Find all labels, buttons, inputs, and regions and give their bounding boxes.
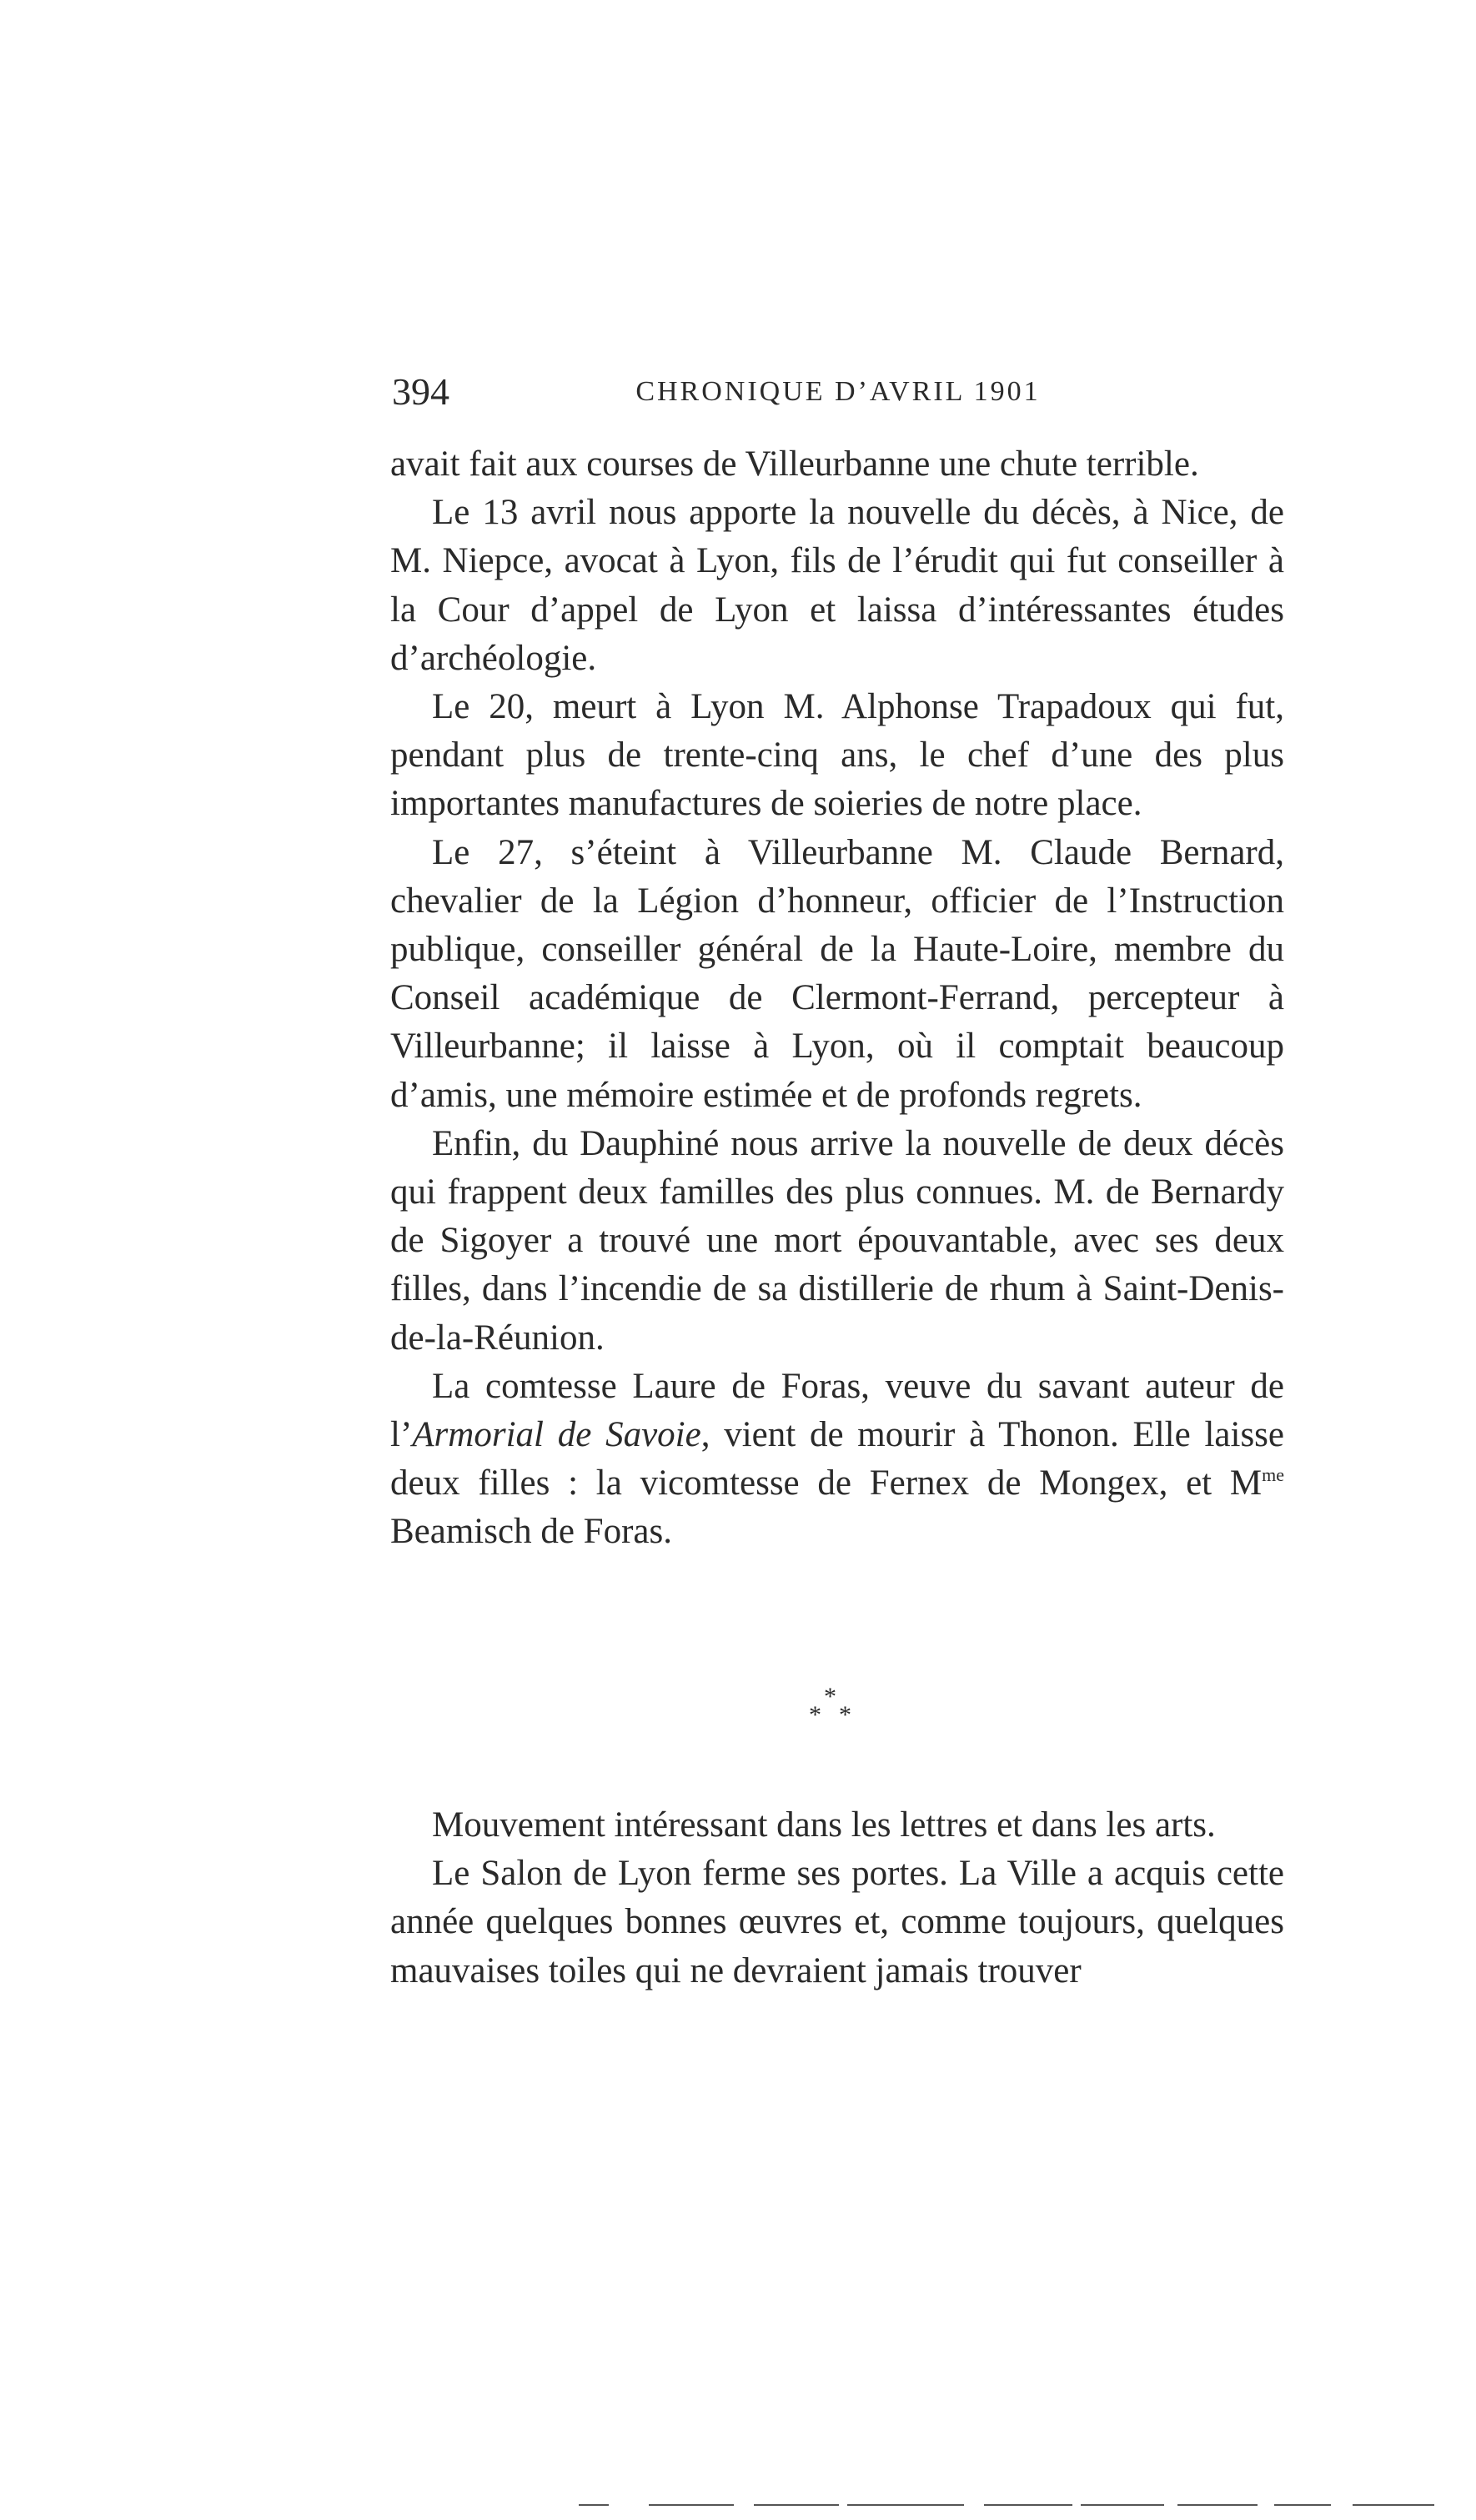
footer-rule: [1353, 2504, 1434, 2506]
paragraph-mouvement: Mouvement intéressant dans les lettres et dans les arts.: [432, 1805, 1216, 1845]
paragraph-trapadoux: Le 20, meurt à Lyon M. Alphonse Trapadoux qui fut, pendant plus de trente-cinq ans, le chef d’une des plus importantes manufactures de soieries de notre place.: [390, 687, 1284, 824]
section-two-text-block: [390, 1801, 1284, 1995]
asterisk-left: *: [809, 1701, 821, 1729]
footer-rule: [847, 2504, 964, 2506]
paragraph-foras-mid: , vient de mourir à Thonon. Elle laisse deux filles : la vicomtesse de Fernex de Mongex, et M: [390, 1415, 1284, 1503]
page-number: 394: [392, 370, 449, 413]
running-title: CHRONIQUE D’AVRIL 1901: [635, 376, 1041, 407]
paragraph-niepce: Le 13 avril nous apporte la nouvelle du décès, à Nice, de M. Niepce, avocat à Lyon, fils de l’érudit qui fut conseiller à la Cour d’appel de Lyon et laissa d’intéressantes études d’archéologie.: [390, 493, 1284, 678]
paragraph-foras-start: La comtesse Laure de Foras, veuve du savant auteur de l’: [390, 1366, 1284, 1455]
asterisk-top: *: [824, 1683, 836, 1710]
footer-rule: [1274, 2504, 1331, 2506]
paragraph-continuation: avait fait aux courses de Villeurbanne une chute terrible.: [390, 444, 1199, 484]
footer-rule: [754, 2504, 839, 2506]
footer-rule: [649, 2504, 734, 2506]
footer-rule: [1177, 2504, 1258, 2506]
footer-rule: [1081, 2504, 1164, 2506]
footer-rule: [579, 2504, 609, 2506]
main-text-block: [390, 440, 1284, 1557]
abbreviation-superscript: me: [1262, 1464, 1284, 1486]
book-title-armorial: Armorial de Savoie: [412, 1415, 701, 1455]
paragraph-salon: Le Salon de Lyon ferme ses portes. La Ville a acquis cette année quelques bonnes œuvres et, comme toujours, quelques mauvaises toiles qui ne devraient jamais trouver: [390, 1854, 1284, 1990]
paragraph-claude-bernard: Le 27, s’éteint à Villeurbanne M. Claude Bernard, chevalier de la Légion d’honneur, officier de l’Instruction publique, conseiller général de la Haute-Loire, membre du Conseil académique de Clermont-Ferrand, percepteur à Villeurbanne; il laisse à Lyon, où il comptait beaucoup d’amis, une mémoire estimée et de profonds regrets.: [390, 832, 1284, 1115]
asterisk-right: *: [839, 1701, 851, 1729]
asterism-ornament: [784, 1684, 884, 1743]
paragraph-foras: [390, 1363, 1284, 1557]
footer-rule: [984, 2504, 1072, 2506]
page-header: [392, 367, 1284, 417]
paragraph-foras-end: Beamisch de Foras.: [390, 1512, 672, 1552]
paragraph-dauphine: Enfin, du Dauphiné nous arrive la nouvelle de deux décès qui frappent deux familles des plus connues. M. de Bernardy de Sigoyer a trouvé une mort épouvantable, avec ses deux filles, dans l’incendie de sa distillerie de rhum à Saint-Denis-de-la-Réunion.: [390, 1123, 1284, 1358]
